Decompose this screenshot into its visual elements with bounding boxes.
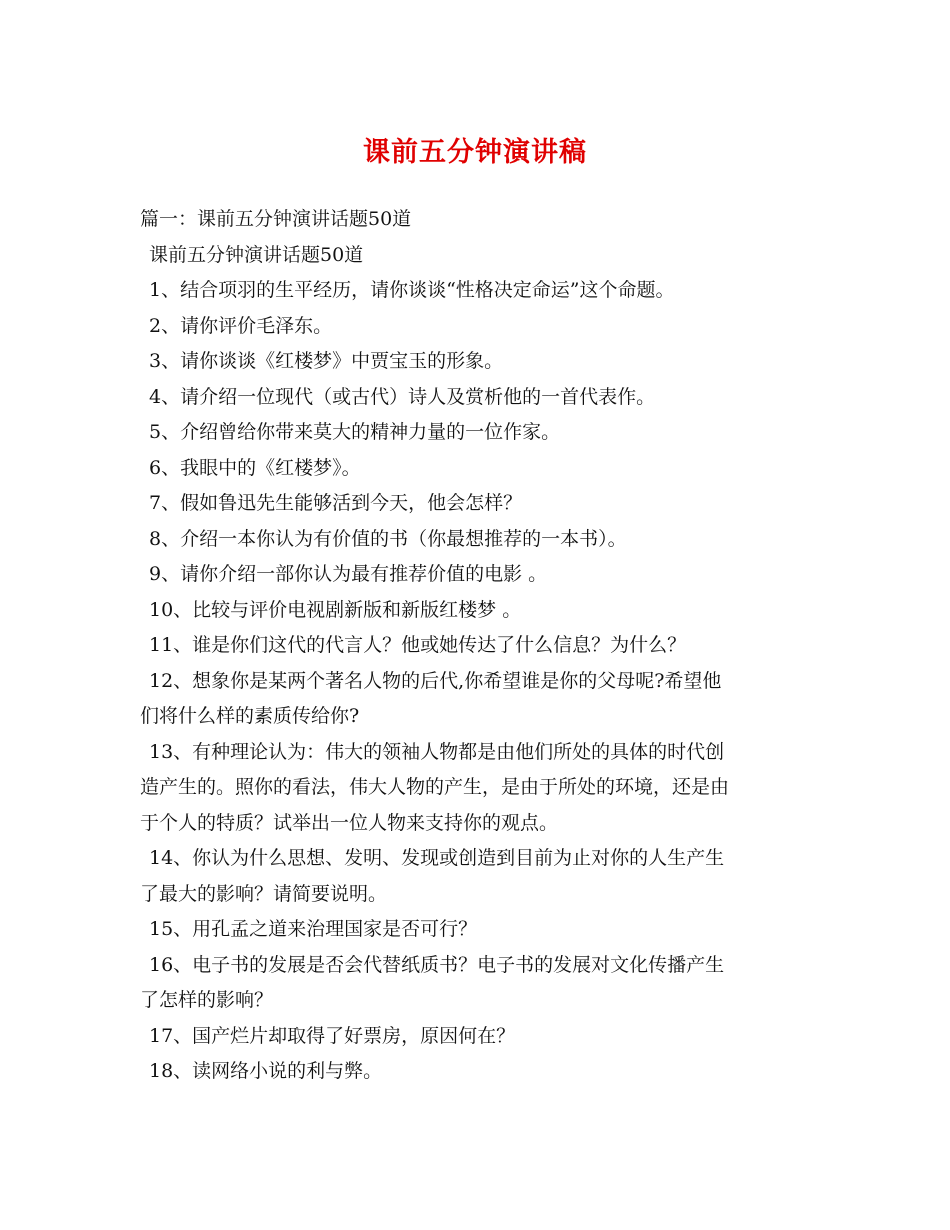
topic-item: 18、读网络小说的利与弊。 [149, 1060, 383, 1082]
topic-item-continuation: 们将什么样的素质传给你? [140, 705, 360, 727]
topic-item: 12、想象你是某两个著名人物的后代,你希望谁是你的父母呢?希望他 [149, 669, 722, 692]
topic-item: 8、介绍一本你认为有价值的书（你最想推荐的一本书）。 [149, 527, 627, 550]
topic-item: 7、假如鲁迅先生能够活到今天，他会怎样？ [149, 492, 523, 514]
topic-item: 10、比较与评价电视剧新版和新版红楼梦 。 [149, 598, 522, 621]
topic-item: 9、请你介绍一部你认为最有推荐价值的电影 。 [149, 563, 548, 585]
topic-item: 5、介绍曾给你带来莫大的精神力量的一位作家。 [149, 421, 561, 443]
topic-item: 2、请你评价毛泽东。 [149, 314, 333, 337]
topic-item: 16、电子书的发展是否会代替纸质书？电子书的发展对文化传播产生 [149, 953, 725, 976]
topic-item: 15、用孔孟之道来治理国家是否可行？ [149, 918, 478, 940]
topic-item: 6、我眼中的《红楼梦》。 [149, 456, 361, 479]
topic-item: 11、谁是你们这代的代言人？他或她传达了什么信息？为什么？ [149, 634, 687, 656]
section-heading: 篇一：课前五分钟演讲话题50道 [140, 208, 412, 230]
document-title: 课前五分钟演讲稿 [363, 137, 587, 168]
topic-item: 1、结合项羽的生平经历，请你谈谈“性格决定命运”这个命题。 [149, 279, 675, 301]
topic-item-continuation: 于个人的特质？试举出一位人物来支持你的观点。 [140, 811, 559, 834]
subheading: 课前五分钟演讲话题50道 [149, 243, 364, 266]
document-body [140, 202, 816, 1090]
topic-item: 14、你认为什么思想、发明、发现或创造到目前为止对你的人生产生 [149, 847, 725, 869]
topic-item-continuation: 造产生的。照你的看法，伟大人物的产生，是由于所处的环境，还是由 [140, 776, 730, 798]
topic-item: 4、请介绍一位现代（或古代）诗人及赏析他的一首代表作。 [149, 385, 656, 408]
topic-item-continuation: 了怎样的影响？ [140, 989, 274, 1011]
topic-item-continuation: 了最大的影响？请简要说明。 [140, 882, 388, 905]
topic-item: 13、有种理论认为：伟大的领袖人物都是由他们所处的具体的时代创 [149, 740, 725, 763]
topic-item: 17、国产烂片却取得了好票房，原因何在？ [149, 1024, 516, 1047]
topic-item: 3、请你谈谈《红楼梦》中贾宝玉的形象。 [149, 350, 504, 372]
